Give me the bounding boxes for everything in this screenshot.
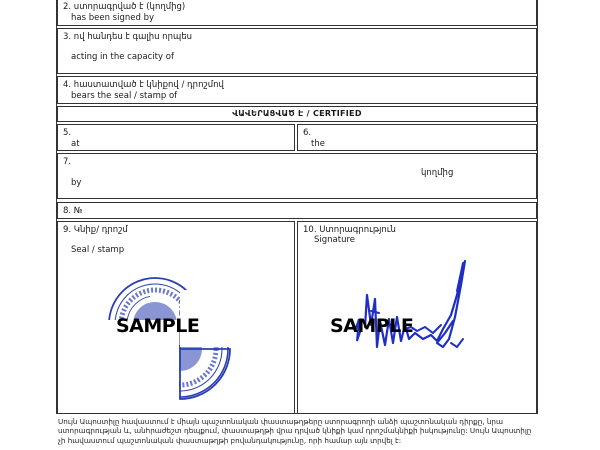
- field-9-label: 9. Կնիք/ դրոշմ: [63, 225, 128, 235]
- field-9-english: Seal / stamp: [71, 245, 125, 255]
- field-4-label: 4. հաստատված է կնիքով / դրոշմով: [63, 80, 224, 90]
- field-5-label: 5.: [63, 128, 72, 138]
- field-2-english: has been signed by: [71, 13, 154, 23]
- stamp-sample-watermark: SAMPLE: [116, 315, 200, 337]
- field-3-label: 3. ով հանդես է գալիս որպես: [63, 32, 193, 42]
- signature-sample-watermark: SAMPLE: [330, 315, 414, 337]
- field-6-english: the: [311, 139, 325, 149]
- field-8-number: [57, 202, 537, 219]
- apostille-footer-note: Սույն Ապոստիլը հավաստում է միայն պաշտոնական փաստաթղթերը ստորագրողի անձի պաշտոնական դիրքը, նրա ստորագրության և, անհրաժեշտ դեպքում, փաստաթղթի վրա դրված կնիքի կամ դրոշմակնիքի իսկությունը: Սույն Ապոստիլը չի հավաստում պաշտոնական փաստաթղթի բովանդակությունը, որի համար այն տրվել է:: [58, 417, 532, 445]
- field-6-label: 6.: [303, 128, 312, 138]
- field-3-english: acting in the capacity of: [71, 52, 174, 62]
- field-4-english: bears the seal / stamp of: [71, 91, 178, 101]
- field-7-armenian-by: կողմից: [421, 168, 454, 178]
- field-2-label: 2. ստորագրված է (կողմից): [63, 2, 186, 12]
- field-10-english: Signature: [314, 235, 356, 245]
- field-3-capacity: [57, 28, 537, 74]
- certified-banner: ՎԱՎԵՐԱՑՎԱԾ Է / CERTIFIED: [57, 106, 537, 122]
- field-7-label: 7.: [63, 157, 72, 167]
- field-5-place: [57, 124, 295, 151]
- field-10-label: 10. Ստորագրություն: [303, 225, 396, 235]
- field-7-by-authority: [57, 153, 537, 199]
- field-4-seal-of: [57, 76, 537, 104]
- field-5-english: at: [71, 139, 80, 149]
- field-6-date: [297, 124, 537, 151]
- field-7-english: by: [71, 178, 82, 188]
- field-2-signed-by: [57, 0, 537, 26]
- field-8-label: 8. №: [63, 206, 83, 216]
